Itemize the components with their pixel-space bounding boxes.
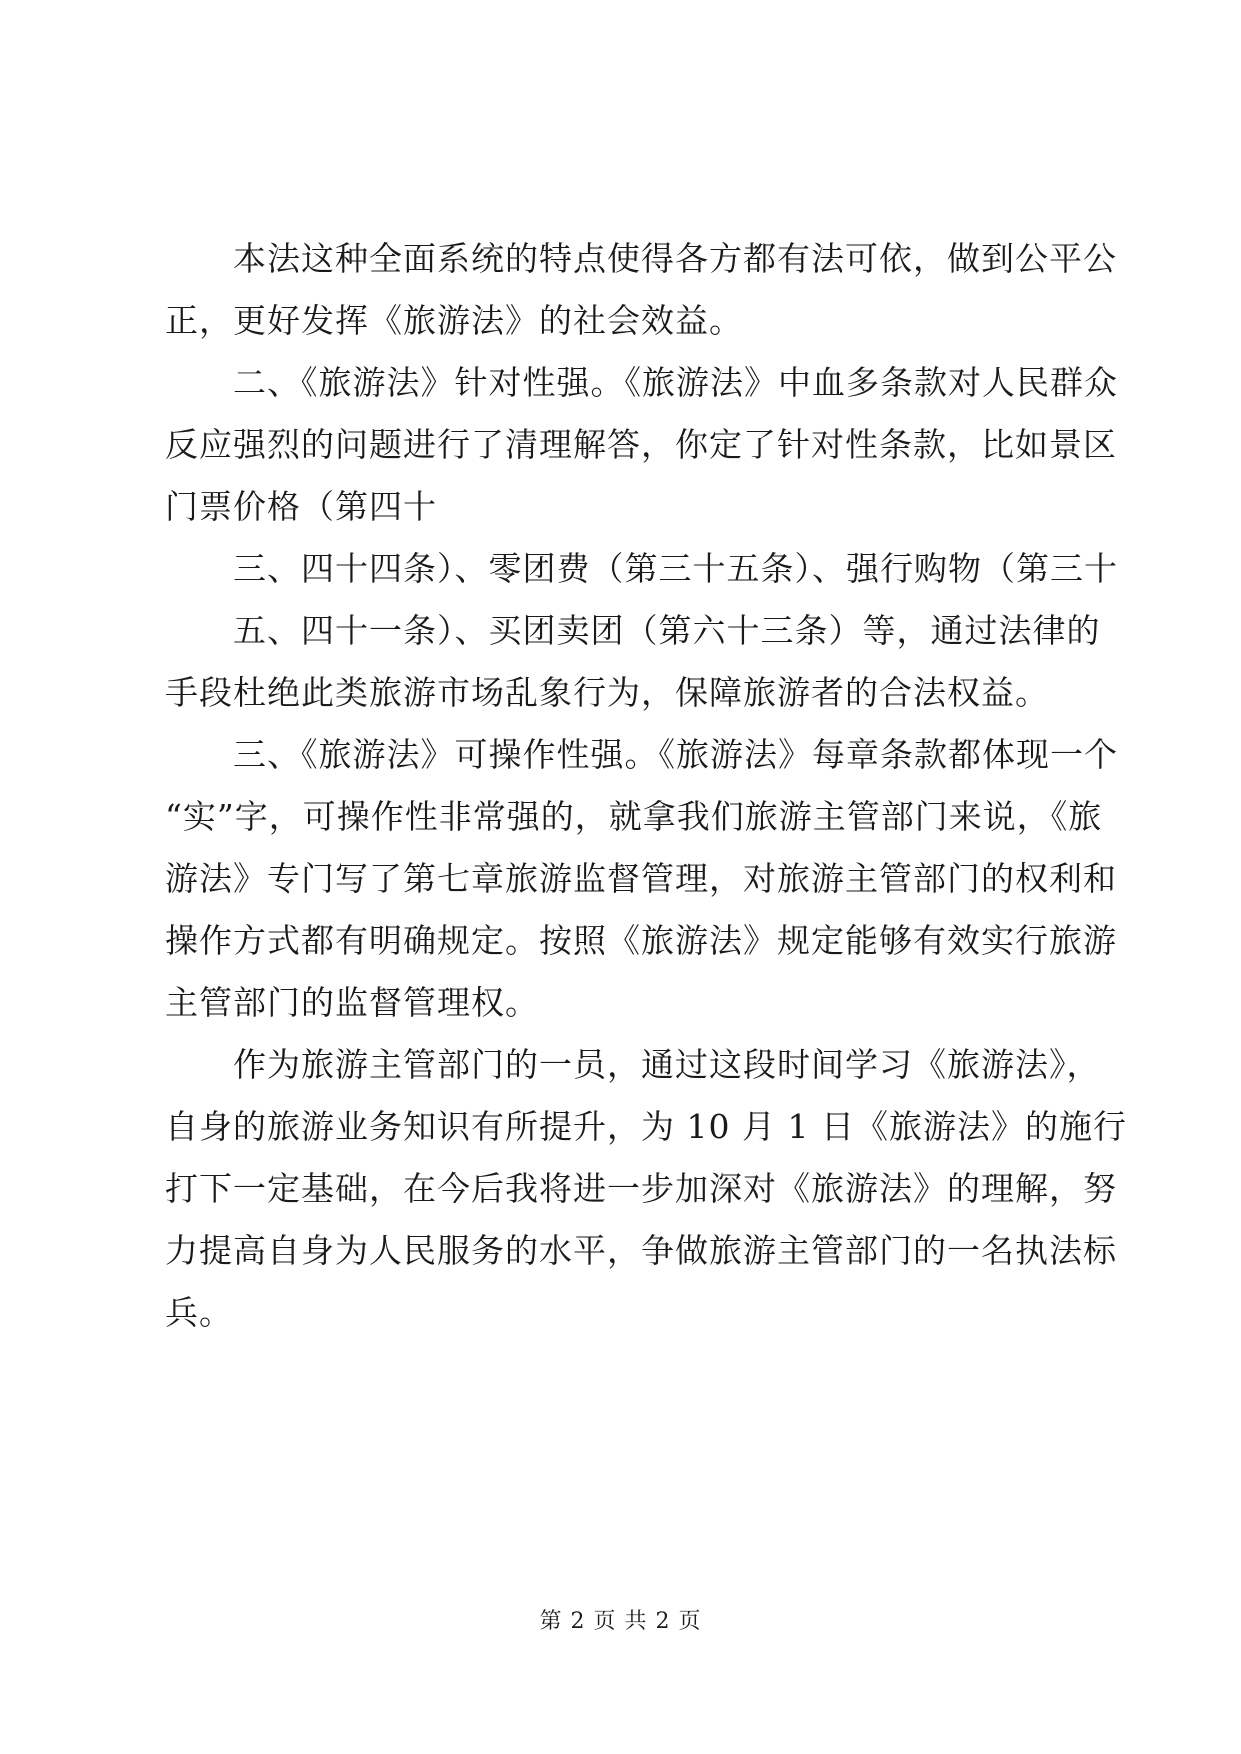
text-line: 二、《旅游法》针对性强。《旅游法》中血多条款对人民群众 (233, 363, 1118, 402)
text-line: 正，更好发挥《旅游法》的社会效益。 (165, 301, 743, 340)
page-footer: 第 2 页 共 2 页 (539, 1609, 702, 1634)
text-line: 兵。 (165, 1293, 233, 1332)
text-line: 本法这种全面系统的特点使得各方都有法可依，做到公平公 (233, 239, 1117, 278)
text-line: 手段杜绝此类旅游市场乱象行为，保障旅游者的合法权益。 (165, 673, 1049, 712)
text-line: 三、四十四条）、零团费（第三十五条）、强行购物（第三十 (233, 549, 1118, 588)
text-line: 三、《旅游法》可操作性强。《旅游法》每章条款都体现一个 (233, 735, 1118, 774)
text-line: 力提高自身为人民服务的水平，争做旅游主管部门的一名执法标 (165, 1231, 1117, 1270)
text-line: 作为旅游主管部门的一员，通过这段时间学习《旅游法》， (233, 1045, 1101, 1084)
text-line: 游法》专门写了第七章旅游监督管理，对旅游主管部门的权利和 (165, 859, 1117, 898)
document-body (165, 228, 1127, 1344)
text-line: 自身的旅游业务知识有所提升，为 10 月 1 日《旅游法》的施行 (165, 1107, 1127, 1146)
text-line: 五、四十一条）、买团卖团（第六十三条）等，通过法律的 (233, 611, 1101, 650)
text-line: “实”字，可操作性非常强的，就拿我们旅游主管部门来说，《旅 (165, 797, 1103, 836)
text-line: 打下一定基础，在今后我将进一步加深对《旅游法》的理解，努 (165, 1169, 1117, 1208)
text-line: 主管部门的监督管理权。 (165, 983, 539, 1022)
text-line: 门票价格（第四十 (165, 487, 437, 526)
text-line: 反应强烈的问题进行了清理解答，你定了针对性条款，比如景区 (165, 425, 1117, 464)
text-line: 操作方式都有明确规定。按照《旅游法》规定能够有效实行旅游 (165, 921, 1117, 960)
